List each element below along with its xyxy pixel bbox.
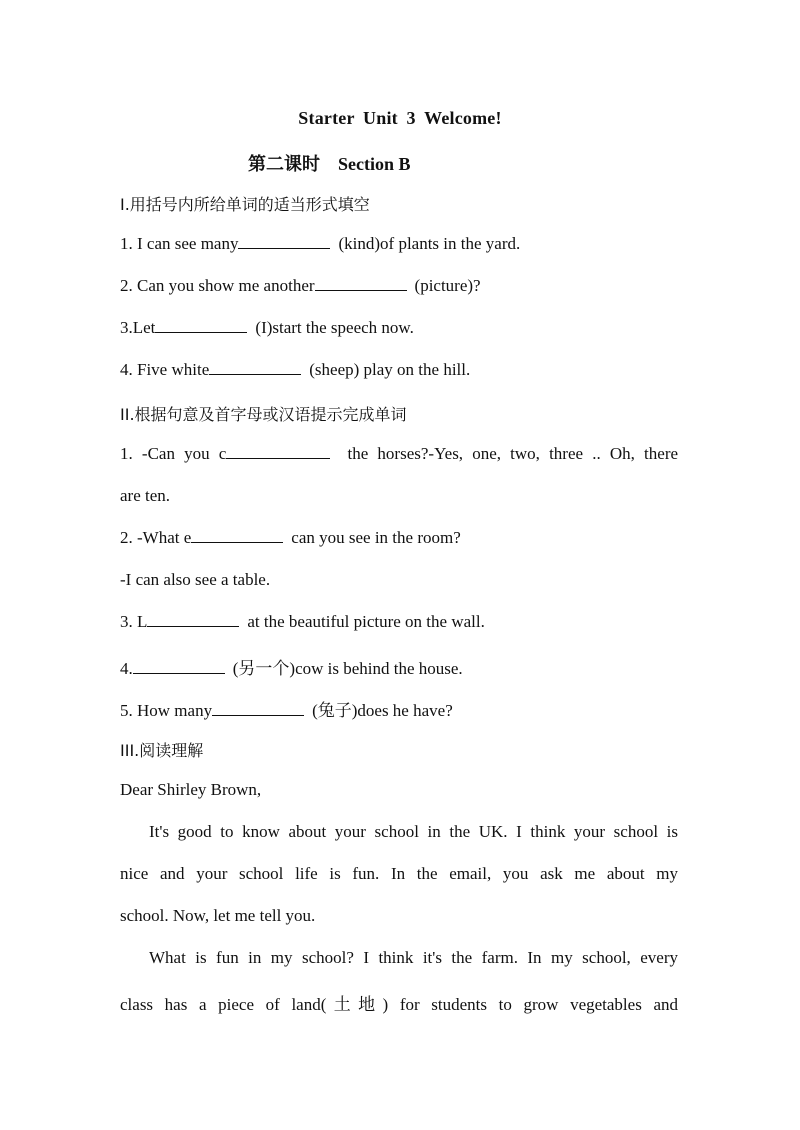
part2-question-3: 3. L at the beautiful picture on the wall.	[120, 612, 485, 631]
part2-question-5: 5. How many (兔子)does he have?	[120, 701, 453, 720]
letter-greeting: Dear Shirley Brown,	[120, 780, 262, 799]
part1-question-4: 4. Five white (sheep) play on the hill.	[120, 360, 471, 379]
answer-blank	[238, 234, 330, 249]
part1-question-1: 1. I can see many (kind)of plants in the yard.	[120, 234, 521, 253]
paragraph-1-line-1: It's good to know about your school in the UK. I think your school is	[149, 822, 678, 841]
part2-question-4: 4. (另一个)cow is behind the house.	[120, 659, 463, 678]
paragraph-2-line-2: class has a piece of land(土地) for students to grow vegetables and	[120, 995, 678, 1014]
part2-question-1: 1. -Can you c the horses?-Yes, one, two, three .. Oh, there	[120, 444, 679, 463]
part1-heading: I.用括号内所给单词的适当形式填空	[120, 195, 370, 214]
part3-heading: III.阅读理解	[120, 741, 204, 760]
part1-question-3: 3.Let (I)start the speech now.	[120, 318, 414, 337]
answer-blank	[155, 318, 247, 333]
answer-blank	[133, 659, 225, 674]
page-title: Starter Unit 3 Welcome!	[298, 108, 502, 128]
answer-blank	[147, 612, 239, 627]
lesson-label: 第二课时	[248, 154, 320, 174]
answer-blank	[212, 701, 304, 716]
paragraph-2-line-1: What is fun in my school? I think it's the farm. In my school, every	[149, 948, 678, 967]
part2-heading: II.根据句意及首字母或汉语提示完成单词	[120, 405, 407, 424]
section-label: Section B	[338, 154, 411, 174]
answer-blank	[191, 528, 283, 543]
answer-blank	[226, 444, 330, 459]
lesson-subtitle	[248, 150, 411, 176]
part2-question-1-continued: are ten.	[120, 486, 171, 505]
part2-question-2: 2. -What e can you see in the room?	[120, 528, 461, 547]
answer-blank	[315, 276, 407, 291]
paragraph-1-line-2: nice and your school life is fun. In the email, you ask me about my	[120, 864, 678, 883]
answer-blank	[209, 360, 301, 375]
paragraph-1-line-3: school. Now, let me tell you.	[120, 906, 316, 925]
part2-question-2-answer: -I can also see a table.	[120, 570, 271, 589]
part1-question-2: 2. Can you show me another (picture)?	[120, 276, 481, 295]
